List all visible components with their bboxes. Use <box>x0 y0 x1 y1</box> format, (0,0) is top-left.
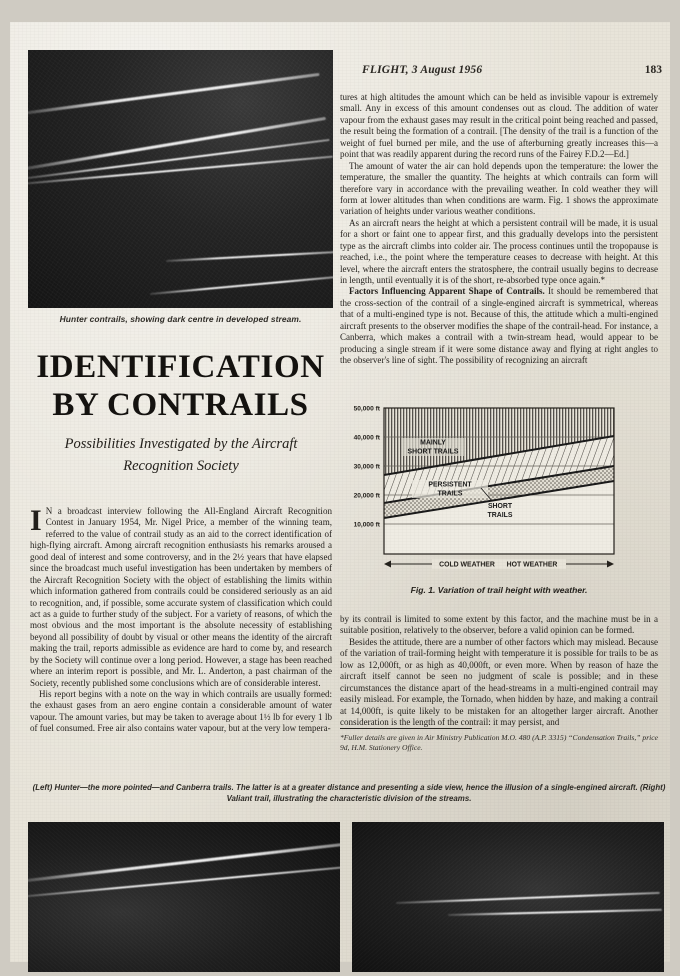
chart-band-label-mainly-short-2: SHORT TRAILS <box>407 448 459 456</box>
paragraph: tures at high altitudes the amount which can be held as invisible vapour is extremely small. Any in excess of this amount condenses out as cloud. The addition of water vapour from the exhaust gases may result in the critical point being reached and passed, the result being the formation of a contrail. [The density of the trail is a function of the weight of fuel burned per mile, and the use of afterburning greatly increases this—a point that was readily apparent during the record runs of the Fairey F.D.2—Ed.] <box>340 92 658 160</box>
body-right-column-top <box>340 92 658 367</box>
paragraph-text: It should be remembered that the cross-section of the contrail of a single-engined aircraft is symmetrical, whereas that of a multi-engined type is not. Because of this, the attitude which a multi-engined aircraft presents to the observer modifies the shape of the contrail-head. For instance, a Canberra, which makes a contrail with a twin-stream head, would appear to be producing a single stream if it were some distance away and flying at right angles to the observer's line of sight. The possibility of recognizing an aircraft <box>340 286 658 366</box>
photo-valiant-trail <box>352 822 664 972</box>
chart-xlabel-cold: COLD WEATHER <box>439 561 495 569</box>
chart-band-label-short: SHORT <box>487 503 513 510</box>
chart-band-label-persistent-2: TRAILS <box>437 490 463 498</box>
paragraph: by its contrail is limited to some extent by this factor, and the machine must be in a suitable position, relatively to the observer, before a valid opinion can be formed. <box>340 614 658 636</box>
body-left-column <box>30 506 332 735</box>
body-right-column-bottom <box>340 614 658 728</box>
page-title-line2: BY CONTRAILS <box>52 387 309 424</box>
chart-band-label-persistent: PERSISTENT <box>428 481 472 489</box>
paragraph: His report begins with a note on the way in which contrails are usually formed: the exhaust gases from an aero engine contain a considerable amount of water vapour. The amount varies, but may be taken to average about 1½ lb for every 1 lb of fuel consumed. Free air also contains water vapour, but at the very low tempera- <box>30 689 332 734</box>
chart-ytick: 30,000 ft <box>353 463 380 471</box>
paragraph <box>30 506 332 689</box>
chart-trail-height <box>340 400 658 580</box>
caption-figure-1: Fig. 1. Variation of trail height with weather. <box>410 585 588 595</box>
footnote <box>340 728 658 753</box>
running-head-title: FLIGHT, 3 August 1956 <box>362 64 483 76</box>
chart-ytick: 20,000 ft <box>353 492 380 500</box>
paper-sheet <box>10 22 670 962</box>
runin-heading: Factors Influencing Apparent Shape of Contrails. <box>349 286 545 297</box>
footnote-rule <box>340 728 472 729</box>
chart-band-label-short-2: TRAILS <box>487 512 513 519</box>
figure-1 <box>340 400 658 595</box>
page-subtitle: Possibilities Investigated by the Aircraft Recognition Society <box>64 436 298 474</box>
footnote-text: *Fuller details are given in Air Ministry Publication M.O. 480 (A.P. 3315) “Condensation Trails,” price 9d, H.M. Stationery Office. <box>340 733 658 753</box>
running-head <box>362 64 662 76</box>
photo-hunter-contrails <box>28 50 333 308</box>
chart-ytick: 50,000 ft <box>353 405 380 413</box>
paragraph: The amount of water the air can hold depends upon the temperature: the lower the temperature, the smaller the quantity. The heights at which contrails can form will therefore vary in accordance with the prevailing weather. In cold weather they will form at lower altitudes than when conditions are warm. Fig. 1 shows the approximate variation of heights under various weather conditions. <box>340 160 658 217</box>
caption-top-photo: Hunter contrails, showing dark centre in developed stream. <box>59 314 302 324</box>
chart-y-axis-labels <box>354 406 381 529</box>
caption-bottom-photos: (Left) Hunter—the more pointed—and Canberra trails. The latter is at a greater distance and presenting a side view, hence the illusion of a single-engined aircraft. (Right) Valiant trail, illustrating the characteristic division of the streams. <box>32 783 666 804</box>
paragraph-text: N a broadcast interview following the All-England Aircraft Recognition Contest in January 1954, Mr. Nigel Price, a member of the winning team, referred to the value of contrail study as an aid to the correct identification of high-flying aircraft. Among aircraft recognition enthusiasts his remarks aroused a good deal of interest and some controversy, and in the 2½ years that have elapsed since the broadcast much useful investigation has been undertaken by members of the Aircraft Recognition Society with the object of establishing the limits within which information gathered from contrails could be considered seriously as an aid to recognition, and, if possible, some accurate system of classification which could act as a guide to further study of the subject. For a variety of reasons, of which the most obvious and the most important is the absolute necessity of establishing beyond all possibility of doubt by visual or other means the identity of the aircraft making the trail, reports admissible as evidence are hard to come by, and research by the Society will continue over a long period. However, a stage has been reached where an interim report is possible, and Mr. L. Anderton, a past chairman of the Society, recently published some conclusions which are of considerable interest. <box>30 506 332 688</box>
chart-band-label-mainly-short: MAINLY <box>420 439 446 447</box>
photo-grain <box>28 822 340 972</box>
chart-svg <box>340 400 658 580</box>
chart-ytick: 40,000 ft <box>353 434 380 442</box>
paragraph-with-runin-heading <box>340 286 658 366</box>
chart-xlabel-hot: HOT WEATHER <box>506 561 558 569</box>
page-title-line1: IDENTIFICATION <box>36 349 325 385</box>
photo-hunter-canberra-trails <box>28 822 340 972</box>
chart-ytick: 10,000 ft <box>353 521 380 529</box>
paragraph: Besides the attitude, there are a number of other factors which may mislead. Because of the variation of trail-forming height with temperature it is possible for trails to be as low as 12,000ft, or as high as 40,000ft, or even more. When by reason of haze the aircraft itself cannot be seen no judgment of scale is possible; and in these circumstances the distance apart of the head-streams in a multi-engined contrail may easily mislead. For example, the Tornado, when hidden by haze, and making a contrail at 14,000ft, is quite likely to be mistaken for an altogether larger aircraft. Another consideration is the length of the contrail: it may persist, and <box>340 636 658 727</box>
paragraph: As an aircraft nears the height at which a persistent contrail will be made, it is usual for a short or faint one to appear first, and this gradually develops into the persistent type as the aircraft climbs into colder air. The process continues until the tropopause is reached, i.e., the point where the temperature ceases to decrease with height. At this level, where the aircraft enters the stratosphere, the contrail usually begins to decrease in length, until eventually it is of the short, re-absorbed type once again.* <box>340 217 658 285</box>
page-title <box>28 348 333 425</box>
page-number: 183 <box>644 64 662 76</box>
drop-cap: I <box>30 504 42 537</box>
